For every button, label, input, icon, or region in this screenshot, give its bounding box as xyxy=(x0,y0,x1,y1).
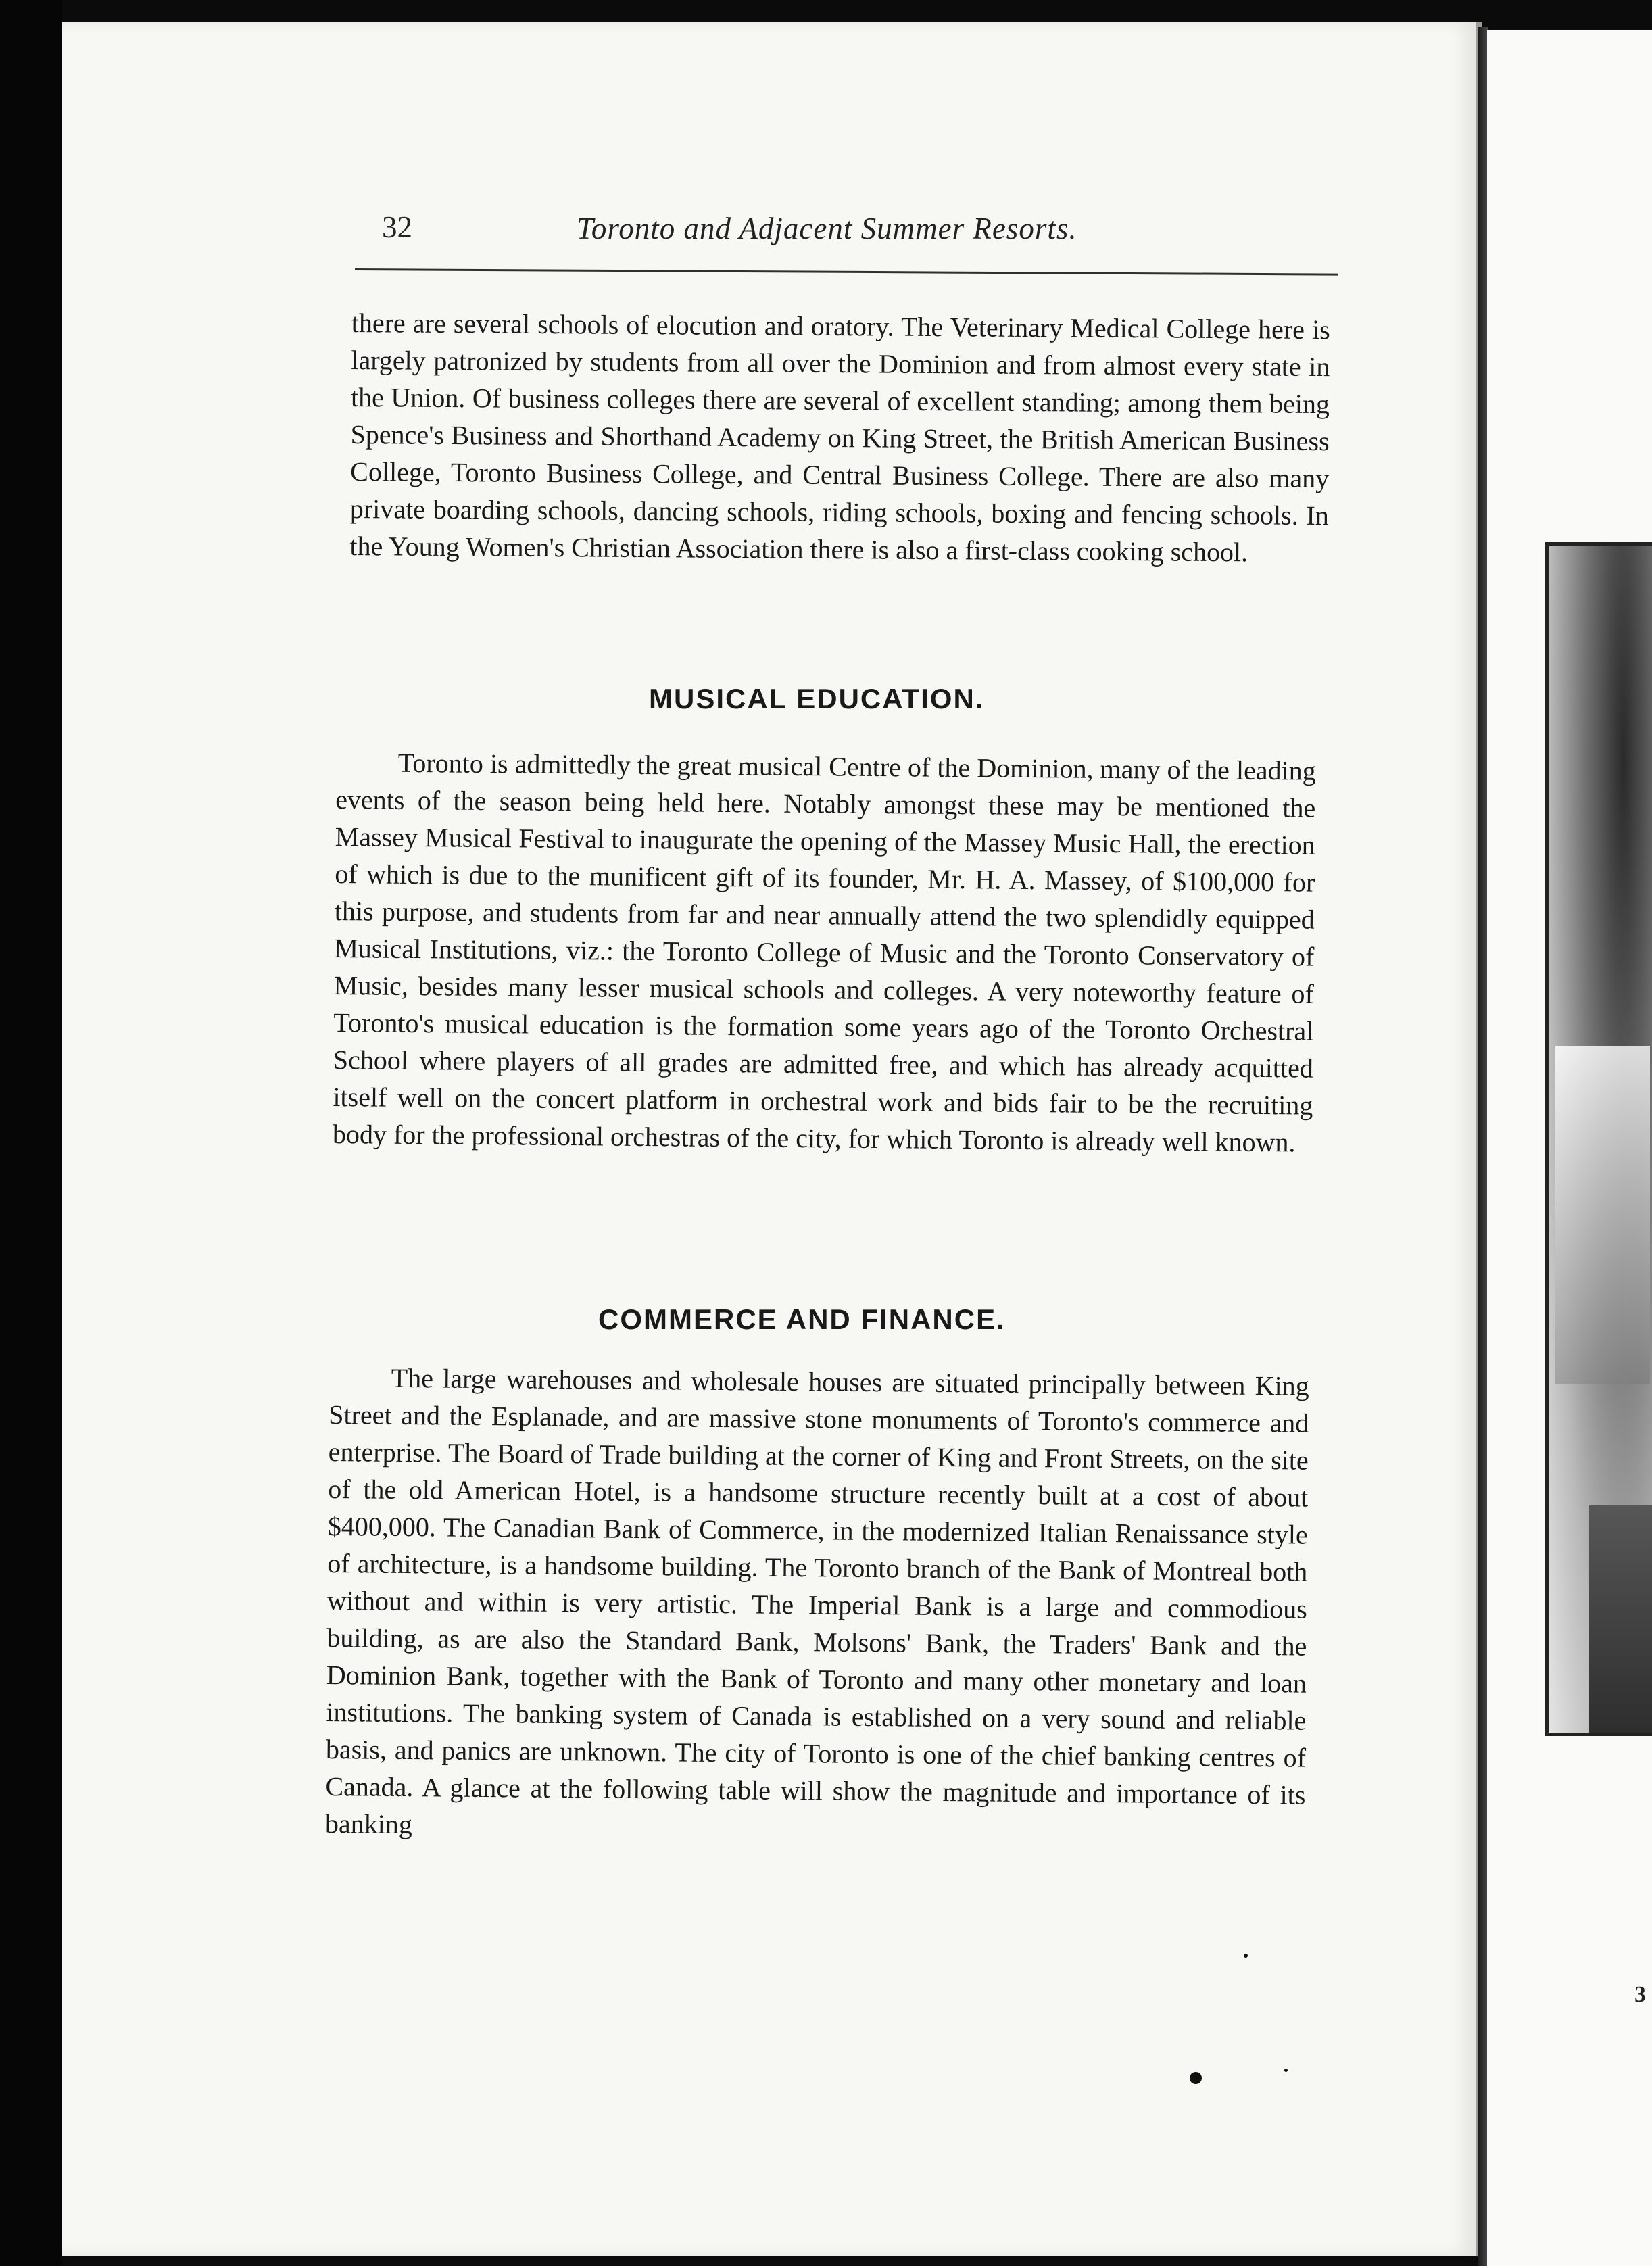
body-paragraph-musical-education xyxy=(333,744,1316,1161)
page-number: 32 xyxy=(382,210,412,244)
book-title: Toronto and Adjacent Summer Resorts. xyxy=(577,212,1077,245)
illustration-detail xyxy=(1589,1505,1652,1733)
facing-page-number: 3 xyxy=(1634,1982,1646,2007)
running-header xyxy=(382,204,1196,253)
scan-speck xyxy=(1244,1954,1248,1958)
body-paragraph-schools xyxy=(349,304,1330,571)
paragraph-text: there are several schools of elocution and oratory. The Veterinary Medical College here is largely patronized by students from all over the Dominion and from almost every state in the Union. Of business colleges there are several of excellent standing; among them being Spence's Business and Shorthand Academy on King Street, the British American Business College, Toronto Business College, and Central Business College. There are also many private boarding schools, dancing schools, riding schools, boxing and fencing schools. In the Young Women's Christian Association there is also a first-class cooking school. xyxy=(349,307,1330,568)
section-heading-commerce-and-finance: COMMERCE AND FINANCE. xyxy=(598,1303,1006,1335)
scan-left-margin xyxy=(0,0,62,2266)
scan-speck xyxy=(1190,2072,1202,2084)
illustration-detail xyxy=(1555,1046,1650,1384)
facing-page-illustration xyxy=(1545,542,1652,1736)
body-paragraph-commerce-and-finance xyxy=(325,1359,1309,1851)
section-heading-musical-education: MUSICAL EDUCATION. xyxy=(649,683,985,715)
paragraph-text: The large warehouses and wholesale houses are situated principally between King Street and the Esplanade, and are massive stone monuments of Toronto's commerce and enterprise. The Board of Trade building at the corner of King and Front Streets, on the site of the old American Hotel, is a handsome structure recently built at a cost of about $400,000. The Canadian Bank of Commerce, in the modernized Italian Renaissance style of architecture, is a handsome building. The Toronto branch of the Bank of Montreal both without and within is very artistic. The Imperial Bank is a large and commodious building, as are also the Standard Bank, Molsons' Bank, the Traders' Bank and the Dominion Bank, together with the Bank of Toronto and many other monetary and loan institutions. The banking system of Canada is established on a very sound and reliable basis, and panics are unknown. The city of Toronto is one of the chief banking centres of Canada. A glance at the following table will show the magnitude and importance of its banking xyxy=(324,1362,1309,1840)
paragraph-text: Toronto is admittedly the great musical Centre of the Dominion, many of the leading events of the season being held here. Notably amongst these may be mentioned the Massey Musical Festival to inaugurate the opening of the Massey Music Hall, the erection of which is due to the munificent gift of its founder, Mr. H. A. Massey, of $100,000 for this purpose, and students from far and near annually attend the two splendidly equipped Musical Institutions, viz.: the Toronto College of Music and the Toronto Conservatory of Music, besides many lesser musical schools and colleges. A very noteworthy feature of Toronto's musical education is the formation some years ago of the Toronto Orchestral School where players of all grades are admitted free, and which has already acquitted itself well on the concert platform in orchestral work and bids fair to be the recruiting body for the professional orchestras of the city, for which Toronto is already well known. xyxy=(332,747,1316,1158)
scan-speck xyxy=(1284,2069,1288,2072)
